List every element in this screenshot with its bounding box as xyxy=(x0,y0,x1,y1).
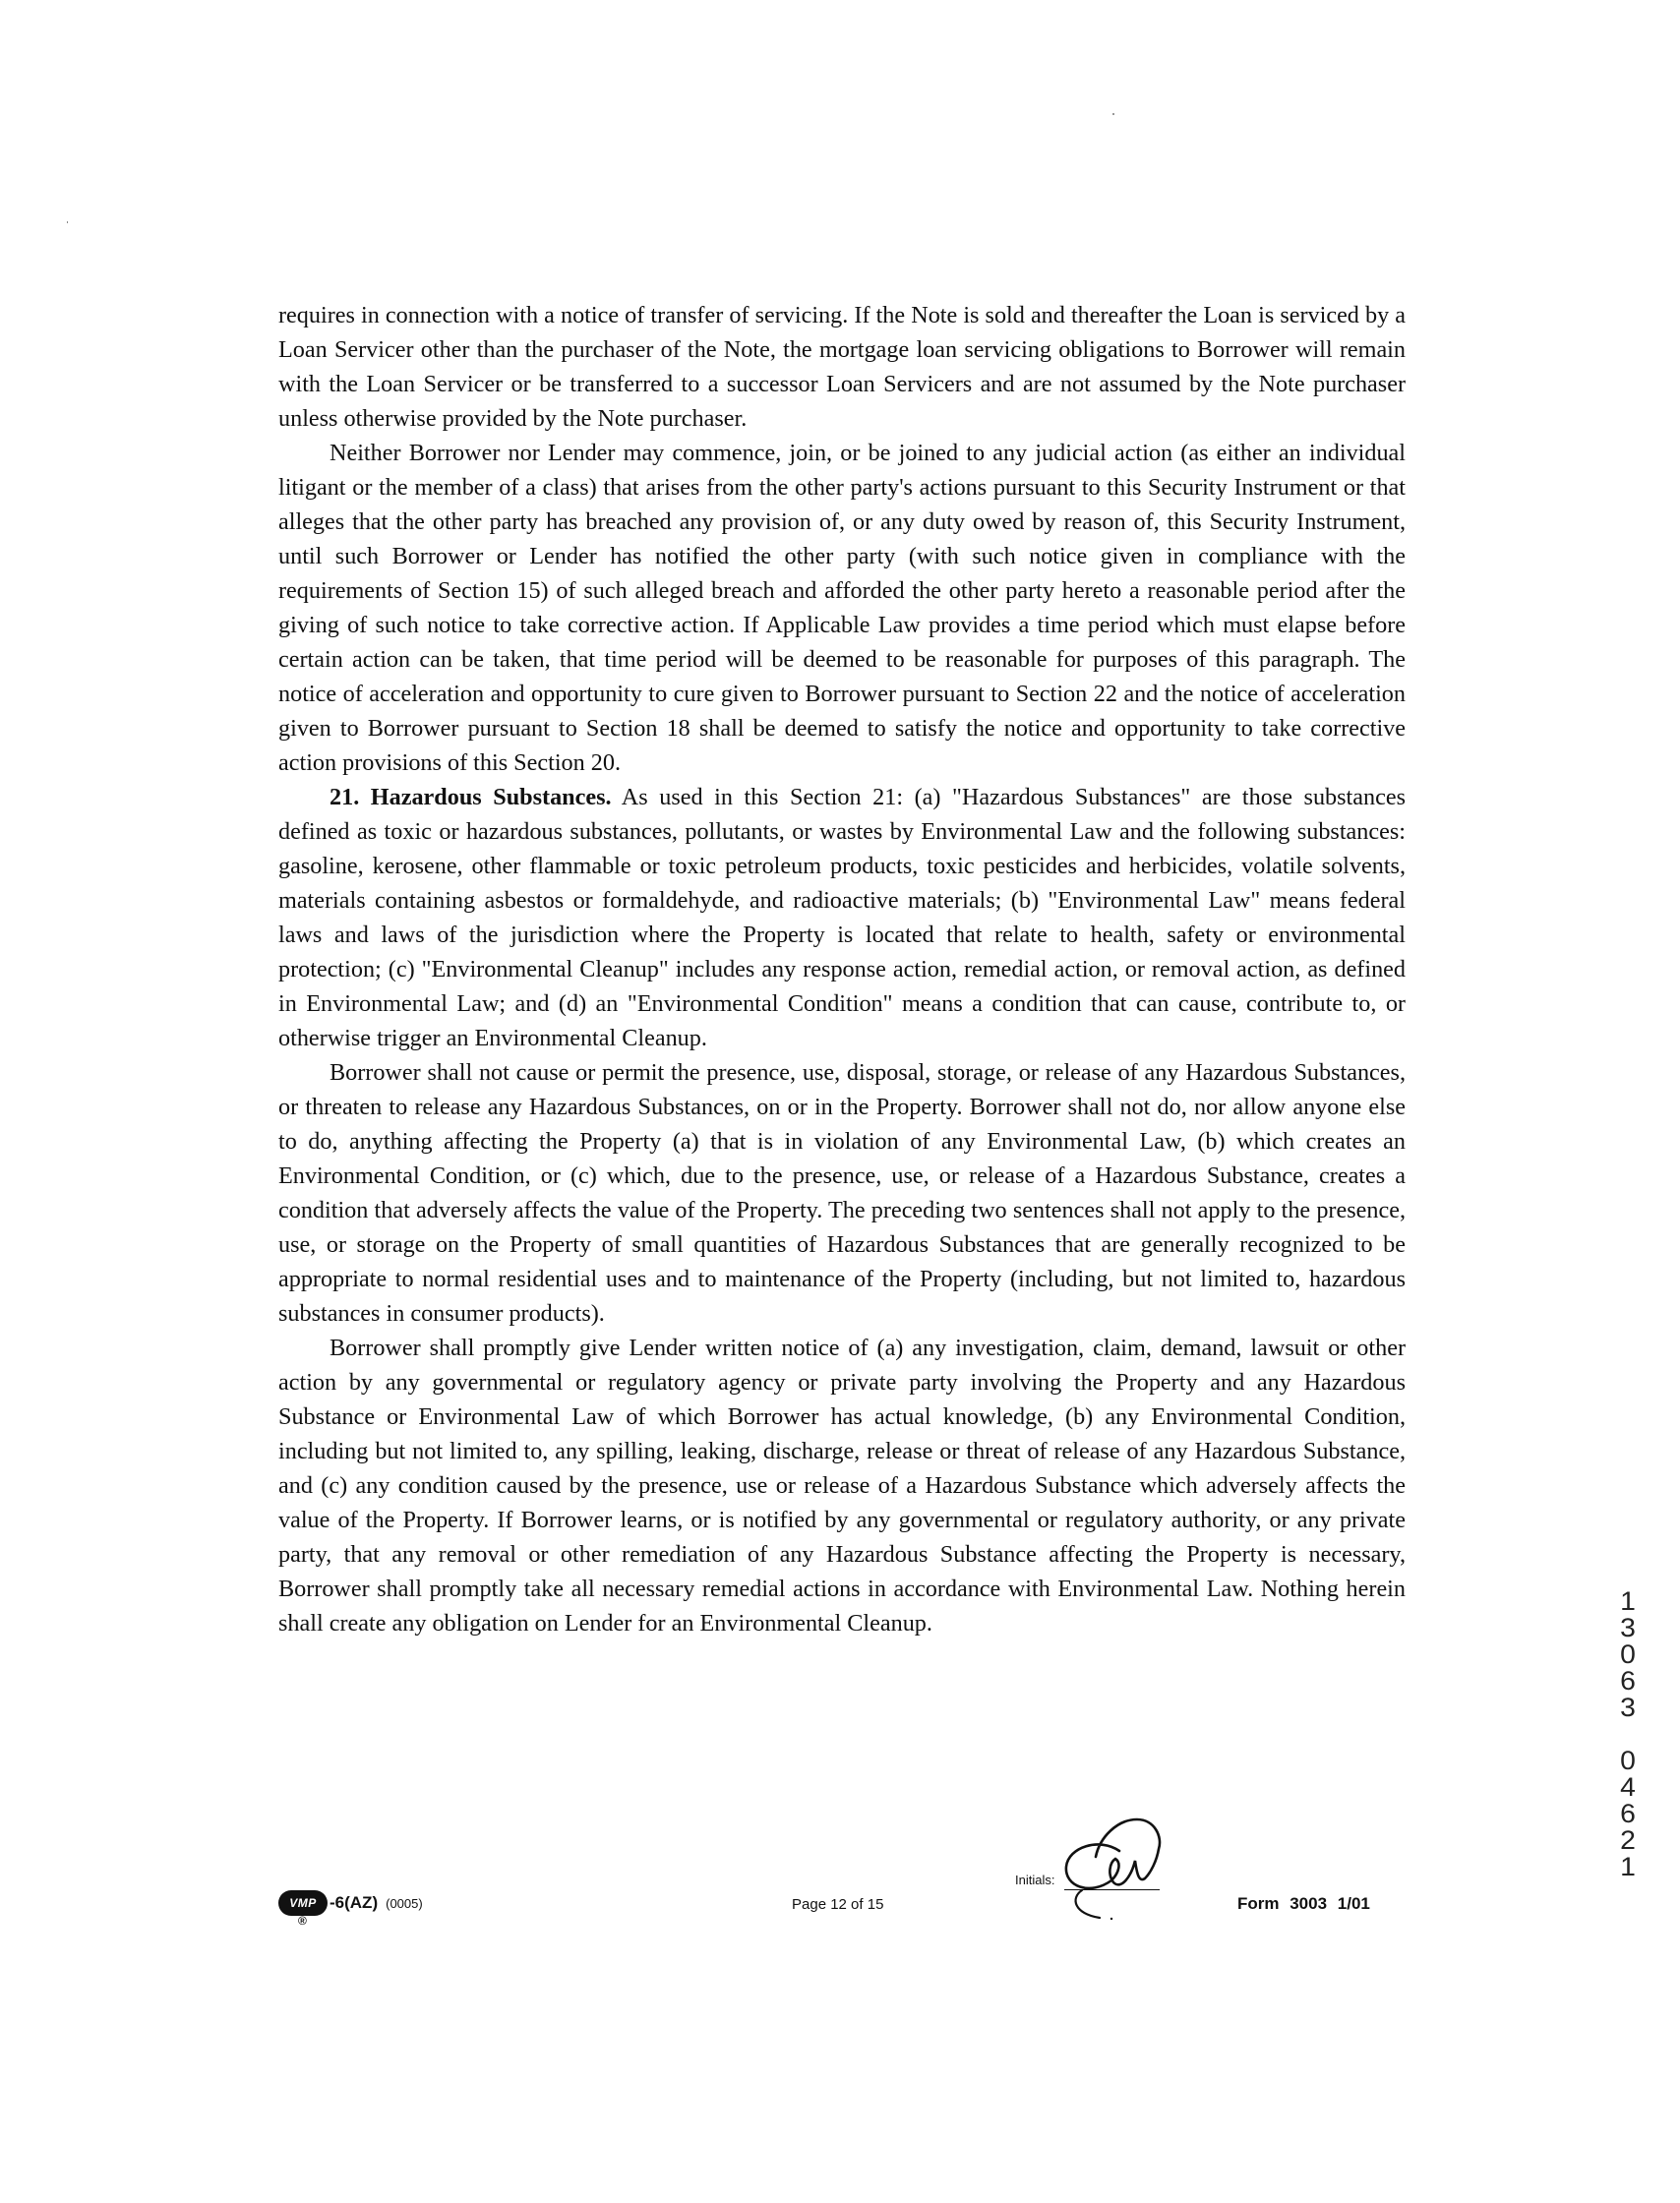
page-number: Page 12 of 15 xyxy=(792,1896,884,1913)
paragraph-servicing-transfer: requires in connection with a notice of transfer of servicing. If the Note is sold and thereafter the Loan is serviced by a Loan Servicer other than the purchaser of the Note, the mortgage loan servicing obligations to Borrower will remain with the Loan Servicer or be transferred to a successor Loan Servicers and are not assumed by the Note purchaser unless otherwise provided by the Note purchaser. xyxy=(278,302,1406,432)
document-control-number: 1 3 0 6 3 0 4 6 2 1 xyxy=(1620,1586,1636,1881)
section-heading-21: 21. Hazardous Substances. xyxy=(330,784,612,810)
paragraph-borrower-notice: Borrower shall promptly give Lender written notice of (a) any investigation, claim, demand, lawsuit or other action by any governmental or regulatory agency or private party involving the Property and any Hazardous Substance or Environmental Law of which Borrower has actual knowledge, (b) any Environmental Condition, including but not limited to, any spilling, leaking, discharge, release or threat of release of any Hazardous Substance, and (c) any condition caused by the presence, use or release of a Hazardous Substance which adversely affects the value of the Property. If Borrower learns, or is notified by any governmental or regulatory authority, or any private party, that any removal or other remediation of any Hazardous Substance affecting the Property is necessary, Borrower shall promptly take all necessary remedial actions in accordance with Environmental Law. Nothing herein shall create any obligation on Lender for an Environmental Cleanup. xyxy=(278,1335,1406,1637)
paragraph-judicial-action: Neither Borrower nor Lender may commence, join, or be joined to any judicial action (as either an individual litigant or the member of a class) that arises from the other party's actions pursuant to this Security Instrument or that alleges that the other party has breached any provision of, or any duty owed by reason of, this Security Instrument, until such Borrower or Lender has notified the other party (with such notice given in compliance with the requirements of Section 15) of such alleged breach and afforded the other party hereto a reasonable period after the giving of such notice to take corrective action. If Applicable Law provides a time period which must elapse before certain action can be taken, that time period will be deemed to be reasonable for purposes of this paragraph. The notice of acceleration and opportunity to cure given to Borrower pursuant to Section 22 and the notice of acceleration given to Borrower pursuant to Section 18 shall be deemed to satisfy the notice and opportunity to take corrective action provisions of this Section 20. xyxy=(278,440,1406,776)
form-code: -6(AZ) xyxy=(330,1893,379,1912)
vmp-logo xyxy=(278,1890,328,1928)
document-body xyxy=(278,298,1406,1640)
initials-label: Initials: xyxy=(1015,1873,1055,1887)
paragraph-borrower-restrictions: Borrower shall not cause or permit the presence, use, disposal, storage, or release of any Hazardous Substances, or threaten to release any Hazardous Substances, on or in the Property. Borrower shall not do, nor allow anyone else to do, anything affecting the Property (a) that is in violation of any Environmental Law, (b) which creates an Environmental Condition, or (c) which, due to the presence, use, or release of a Hazardous Substance, creates a condition that adversely affects the value of the Property. The preceding two sentences shall not apply to the presence, use, or storage on the Property of small quantities of Hazardous Substances that are generally recognized to be appropriate to normal residential uses and to maintenance of the Property (including, but not limited to, hazardous substances in consumer products). xyxy=(278,1059,1406,1327)
scan-speck xyxy=(67,221,68,223)
vmp-logo-text: VMP xyxy=(289,1896,317,1910)
section-21-text: As used in this Section 21: (a) "Hazardous Substances" are those substances defined as toxic or hazardous substances, pollutants, or wastes by Environmental Law and the following substances: gasoline, kerosene, other flammable or toxic petroleum products, toxic pesticides and herbicides, volatile solvents, materials containing asbestos or formaldehyde, and radioactive materials; (b) "Environmental Law" means federal laws and laws of the jurisdiction where the Property is located that relate to health, safety or environmental protection; (c) "Environmental Cleanup" includes any response action, remedial action, or removal action, as defined in Environmental Law; and (d) an "Environmental Condition" means a condition that can cause, contribute to, or otherwise trigger an Environmental Cleanup. xyxy=(278,784,1406,1051)
paragraph-hazardous-substances xyxy=(278,780,1406,1055)
form-number: Form 3003 1/01 xyxy=(1237,1894,1370,1913)
form-code-version: (0005) xyxy=(386,1895,423,1911)
form-identifier xyxy=(278,1886,423,1928)
initials-signature xyxy=(1060,1808,1169,1926)
registered-mark: ® xyxy=(298,1914,308,1928)
scan-speck xyxy=(1112,113,1114,115)
